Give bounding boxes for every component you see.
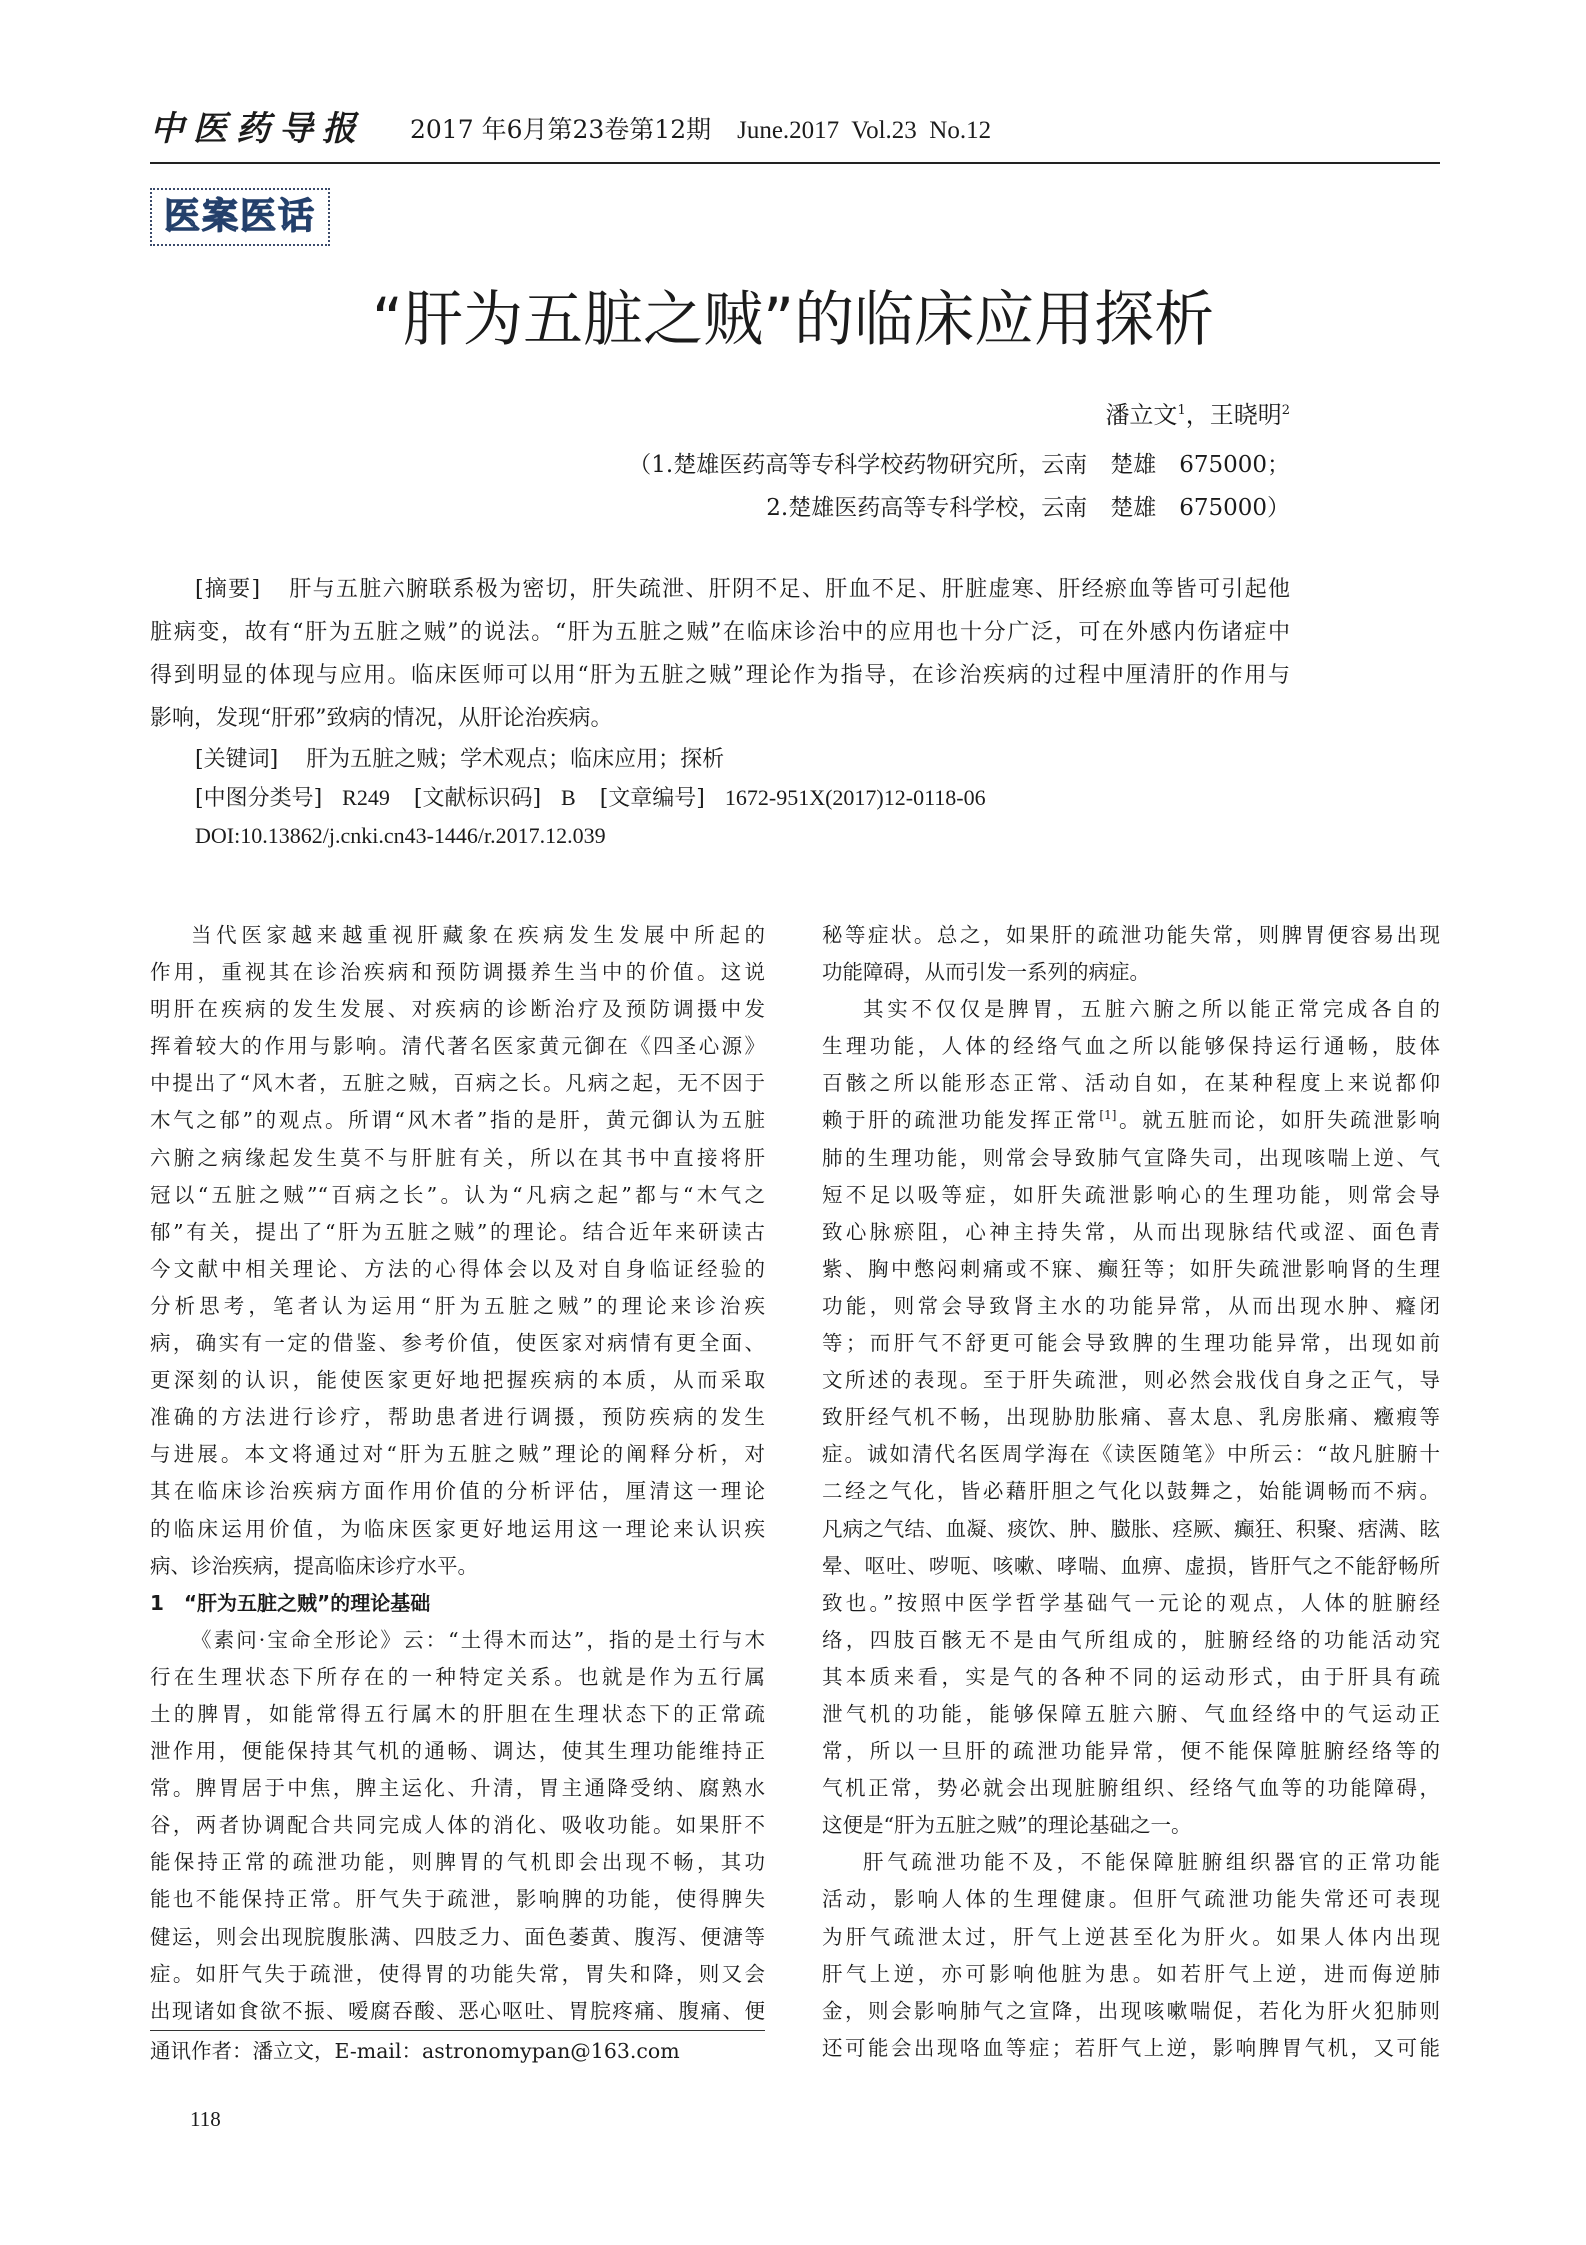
classification: [195, 779, 1010, 818]
author-name: 潘立文: [1105, 401, 1178, 429]
body-line: 等；而肝气不舒更可能会导致脾的生理功能异常，出现如前: [822, 1331, 1440, 1356]
abstract-line: [150, 568, 1290, 611]
body-line: 肝气上逆，亦可影响他脏为患。如若肝气上逆，进而侮逆肺: [822, 1961, 1440, 1986]
body-line: 健运，则会出现脘腹胀满、四肢乏力、面色萎黄、腹泻、便溏等: [150, 1924, 765, 1949]
body-line: 致心脉瘀阻，心神主持失常，从而出现脉结代或涩、面色青: [822, 1219, 1440, 1244]
author-affil-mark: 1: [1177, 403, 1186, 418]
affiliation: 2.楚雄医药高等专科学校，云南 楚雄 675000）: [766, 495, 1290, 521]
body-line: 明肝在疾病的发生发展、对疾病的诊断治疗及预防调摄中发: [150, 997, 765, 1022]
page-number: 118: [190, 2107, 221, 2131]
abstract-line: 得到明显的体现与应用。临床医师可以用“肝为五脏之贼”理论作为指导，在诊治疾病的过程中厘清肝的作用与: [150, 663, 1290, 688]
abstract-label: [摘要]: [195, 577, 261, 602]
article-no-label: [文章编号]: [599, 786, 705, 811]
body-line: 紫、胸中憋闷刺痛或不寐、癫狂等；如肝失疏泄影响肾的生理: [822, 1256, 1440, 1281]
body-line: 常。脾胃居于中焦，脾主运化、升清，胃主通降受纳、腐熟水: [150, 1776, 765, 1801]
body-line: 土的脾胃，如能常得五行属木的肝胆在生理状态下的正常疏: [150, 1701, 765, 1726]
body-line: 行在生理状态下所存在的一种特定关系。也就是作为五行属: [150, 1664, 765, 1689]
author-name: 王晓明: [1209, 401, 1282, 429]
body-line: 功能，则常会导致肾主水的功能异常，从而出现水肿、癃闭: [822, 1293, 1440, 1318]
body-line: 金，则会影响肺气之宣降，出现咳嗽喘促，若化为肝火犯肺则: [822, 1998, 1440, 2023]
author-separator: ，: [1185, 401, 1210, 429]
body-line: 能保持正常的疏泄功能，则脾胃的气机即会出现不畅，其功: [150, 1850, 765, 1875]
column-tag: 医案医话: [150, 188, 330, 246]
body-line: 文所述的表现。至于肝失疏泄，则必然会戕伐自身之正气，导: [822, 1368, 1440, 1393]
body-line: 其本质来看，实是气的各种不同的运动形式，由于肝具有疏: [822, 1664, 1440, 1689]
abstract-line: 脏病变，故有“肝为五脏之贼”的说法。“肝为五脏之贼”在临床诊治中的应用也十分广泛，可在外感内伤诸症中: [150, 620, 1290, 645]
clc-value: R249: [342, 785, 390, 810]
body-line: 二经之气化，皆必藉肝胆之气化以鼓舞之，始能调畅而不病。: [822, 1479, 1440, 1504]
article-title: “肝为五脏之贼”的临床应用探析: [371, 285, 1215, 355]
keywords-label: [关键词]: [195, 747, 279, 772]
body-line: 当代医家越来越重视肝藏象在疾病发生发展中所起的: [191, 923, 765, 947]
journal-logo: 中医药导报: [150, 109, 365, 149]
body-line: 功能障碍，从而引发一系列的病症。: [822, 960, 1150, 985]
author-affil-mark: 2: [1281, 403, 1290, 418]
body-line: 谷，两者协调配合共同完成人体的消化、吸收功能。如果肝不: [150, 1813, 765, 1838]
section-heading: 1 “肝为五脏之贼”的理论基础: [150, 1590, 431, 1615]
body-line: 症。如肝气失于疏泄，使得胃的功能失常，胃失和降，则又会: [150, 1961, 765, 1986]
body-line: 还可能会出现咯血等症；若肝气上逆，影响脾胃气机，又可能: [822, 2035, 1440, 2060]
body-line: 泄气机的功能，能够保障五脏六腑、气血经络中的气运动正: [822, 1701, 1440, 1726]
body-line: 肺的生理功能，则常会导致肺气宣降失司，出现咳喘上逆、气: [822, 1145, 1440, 1170]
body-line: 晕、呕吐、哕呃、咳嗽、哮喘、血痹、虚损，皆肝气之不能舒畅所: [822, 1553, 1440, 1578]
footnote-rule: [150, 2030, 765, 2031]
keywords: [195, 741, 724, 779]
body-line: 致也。”按照中医学哲学基础气一元论的观点，人体的脏腑经: [822, 1590, 1440, 1615]
abstract-line: 影响，发现“肝邪”致病的情况，从肝论治疾病。: [150, 706, 613, 731]
body-line: 这便是“肝为五脏之贼”的理论基础之一。: [822, 1813, 1192, 1838]
citation-ref: [1]: [1099, 1108, 1117, 1123]
right-column: [822, 917, 1440, 2067]
abstract: [150, 568, 1290, 740]
body-line: 为肝气疏泄太过，肝气上逆甚至化为肝火。如果人体内出现: [822, 1924, 1440, 1949]
body-line: 《素问·宝命全形论》云：“土得木而达”，指的是土行与木: [191, 1627, 765, 1652]
doc-code-value: B: [561, 785, 576, 810]
corresponding-author-footnote: 通讯作者：潘立文，E-mail：astronomypan@163.com: [150, 2039, 680, 2063]
body-line: 的临床运用价值，为临床医家更好地运用这一理论来认识疾: [150, 1516, 765, 1541]
affiliation: （1.楚雄医药高等专科学校药物研究所，云南 楚雄 675000；: [628, 452, 1290, 478]
body-line: 活动，影响人体的生理健康。但肝气疏泄功能失常还可表现: [822, 1887, 1440, 1912]
body-line: 今文献中相关理论、方法的心得体会以及对自身临证经验的: [150, 1256, 765, 1281]
keywords-text: 肝为五脏之贼；学术观点；临床应用；探析: [306, 747, 725, 772]
body-line: 挥着较大的作用与影响。清代著名医家黄元御在《四圣心源》: [150, 1034, 765, 1059]
body-line: 络，四肢百骸无不是由气所组成的，脏腑经络的功能活动究: [822, 1627, 1440, 1652]
body-line: 六腑之病缘起发生莫不与肝脏有关，所以在其书中直接将肝: [150, 1145, 765, 1170]
body-line: 作用，重视其在诊治疾病和预防调摄养生当中的价值。这说: [150, 960, 765, 985]
body-line: 其实不仅仅是脾胃，五脏六腑之所以能正常完成各自的: [863, 997, 1440, 1022]
body-line: 百骸之所以能形态正常、活动自如，在某种程度上来说都仰: [822, 1071, 1440, 1096]
issue-cn: 2017 年6月第23卷第12期: [410, 115, 712, 144]
article-no-value: 1672-951X(2017)12-0118-06: [724, 785, 986, 810]
body-line: 气机正常，势必就会出现脏腑组织、经络气血等的功能障碍，: [822, 1776, 1440, 1801]
body-line: 与进展。本文将通过对“肝为五脏之贼”理论的阐释分析，对: [150, 1442, 765, 1467]
body-line: 症。诚如清代名医周学海在《读医随笔》中所云：“故凡脏腑十: [822, 1442, 1440, 1467]
header-rule: [150, 162, 1440, 164]
body-text: 。就五脏而论，如肝失疏泄影响: [1116, 1108, 1440, 1133]
body-line: 出现诸如食欲不振、嗳腐吞酸、恶心呕吐、胃脘疼痛、腹痛、便: [150, 1998, 765, 2023]
body-line: 肝气疏泄功能不及，不能保障脏腑组织器官的正常功能: [863, 1850, 1440, 1875]
doi: DOI:10.13862/j.cnki.cn43-1446/r.2017.12.039: [195, 823, 606, 848]
body-line: 凡病之气结、血凝、痰饮、肿、臌胀、痉厥、癫狂、积聚、痞满、眩: [822, 1516, 1440, 1541]
body-line: [822, 1102, 1440, 1139]
body-line: 能也不能保持正常。肝气失于疏泄，影响脾的功能，使得脾失: [150, 1887, 765, 1912]
body-text: 赖于肝的疏泄功能发挥正常: [822, 1108, 1100, 1133]
body-line: 致肝经气机不畅，出现胁肋胀痛、喜太息、乳房胀痛、癥瘕等: [822, 1405, 1440, 1430]
left-column: [150, 917, 765, 2030]
body-line: 中提出了“风木者，五脏之贼，百病之长。凡病之起，无不因于: [150, 1071, 765, 1096]
body-line: 木气之郁”的观点。所谓“风木者”指的是肝，黄元御认为五脏: [150, 1108, 765, 1133]
author-line: [1105, 395, 1290, 435]
body-line: 郁”有关，提出了“肝为五脏之贼”的理论。结合近年来研读古: [150, 1219, 765, 1244]
body-line: 其在临床诊治疾病方面作用价值的分析评估，厘清这一理论: [150, 1479, 765, 1504]
issue-en: June.2017 Vol.23 No.12: [737, 117, 992, 144]
clc-label: [中图分类号]: [195, 786, 323, 811]
body-line: 更深刻的认识，能使医家更好地把握疾病的本质，从而采取: [150, 1368, 765, 1393]
body-line: 生理功能，人体的经络气血之所以能够保持运行通畅，肢体: [822, 1034, 1440, 1059]
body-line: 泄作用，便能保持其气机的通畅、调达，使其生理功能维持正: [150, 1739, 765, 1764]
body-line: 常，所以一旦肝的疏泄功能异常，便不能保障脏腑经络等的: [822, 1739, 1440, 1764]
body-line: 冠以“五脏之贼”“百病之长”。认为“凡病之起”都与“木气之: [150, 1182, 765, 1207]
body-line: 短不足以吸等症，如肝失疏泄影响心的生理功能，则常会导: [822, 1182, 1440, 1207]
abstract-text: 肝与五脏六腑联系极为密切，肝失疏泄、肝阴不足、肝血不足、肝脏虚寒、肝经瘀血等皆可引起他: [288, 577, 1290, 602]
body-line: 病，确实有一定的借鉴、参考价值，使医家对病情有更全面、: [150, 1331, 765, 1356]
body-line: 准确的方法进行诊疗，帮助患者进行调摄，预防疾病的发生: [150, 1405, 765, 1430]
doc-code-label: [文献标识码]: [413, 786, 542, 811]
body-line: 分析思考，笔者认为运用“肝为五脏之贼”的理论来诊治疾: [150, 1293, 765, 1318]
issue-info: [410, 110, 991, 151]
body-line: 秘等症状。总之，如果肝的疏泄功能失常，则脾胃便容易出现: [822, 923, 1440, 947]
body-line: 病、诊治疾病，提高临床诊疗水平。: [150, 1553, 478, 1578]
